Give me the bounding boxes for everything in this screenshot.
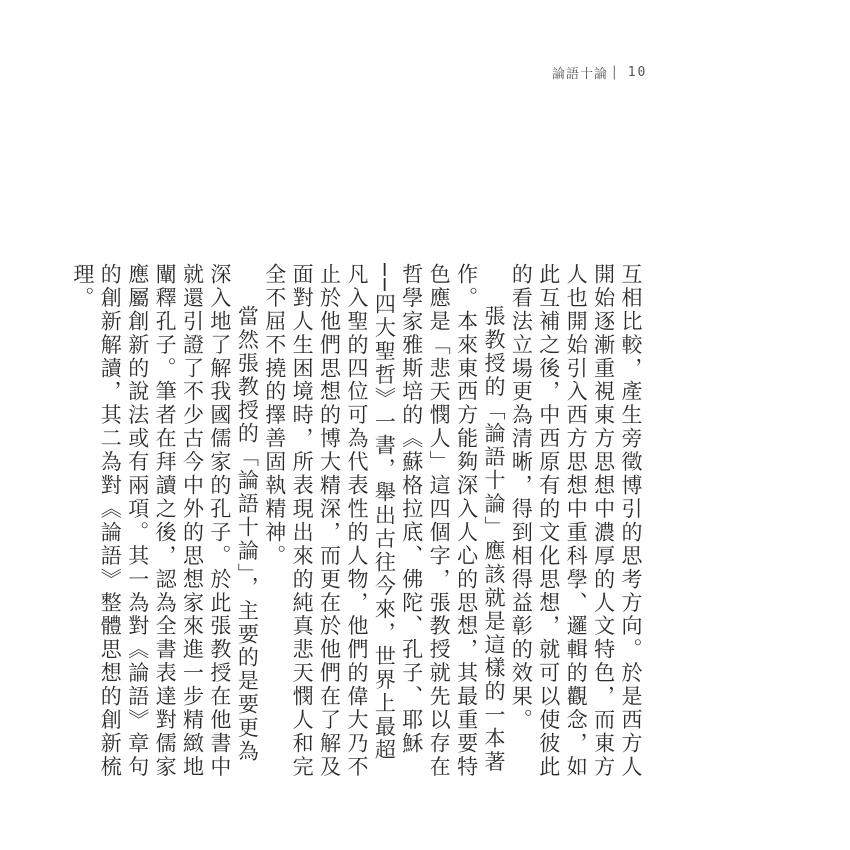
book-title: 論語十論 [552, 66, 609, 82]
body-text [68, 263, 644, 779]
header-separator: | [612, 64, 618, 80]
paragraph-1: 互相比較，產生旁徵博引的思考方向。於是西方人開始逐漸重視東方思想中濃厚的人文特色，而東方人也開始引入西方思想中重科學、邏輯的觀念，如此互補之後，中西原有的文化思想，就可以使彼此的看法立場更為清晰，得到相得益彰的效果。 [509, 263, 643, 779]
paragraph-3: 當然張教授的「論語十論」，主要的是要更為深入地了解我國儒家的孔子。於此張教授在他書中就還引證了不少古今中外的思想家來進一步精緻地闡釋孔子。筆者在拜讀之後，認為全書表達對儒家應屬創新的說法或有兩項。其一為對《論語》章句的創新解讀，其二為對《論語》整體思想的創新梳理。 [70, 263, 260, 779]
paragraph-2: 張教授的「論語十論」應該就是這樣的一本著作。本來東西方能夠深入人心的思想，其最重要特色應是「悲天憫人」這四個字，張教授就先以存在哲學家雅斯培的《蘇格拉底、佛陀、孔子、耶穌──四大聖哲》一書，舉出古往今來，世界上最超凡入聖的四位可為代表性的人物，他們的偉大乃不止於他們思想的博大精深，而更在於他們在了解及面對人生困境時，所表現出來的純真悲天憫人和完全不屈不撓的擇善固執精神。 [262, 263, 506, 779]
running-header [552, 62, 647, 82]
page-number: 10 [627, 64, 648, 80]
